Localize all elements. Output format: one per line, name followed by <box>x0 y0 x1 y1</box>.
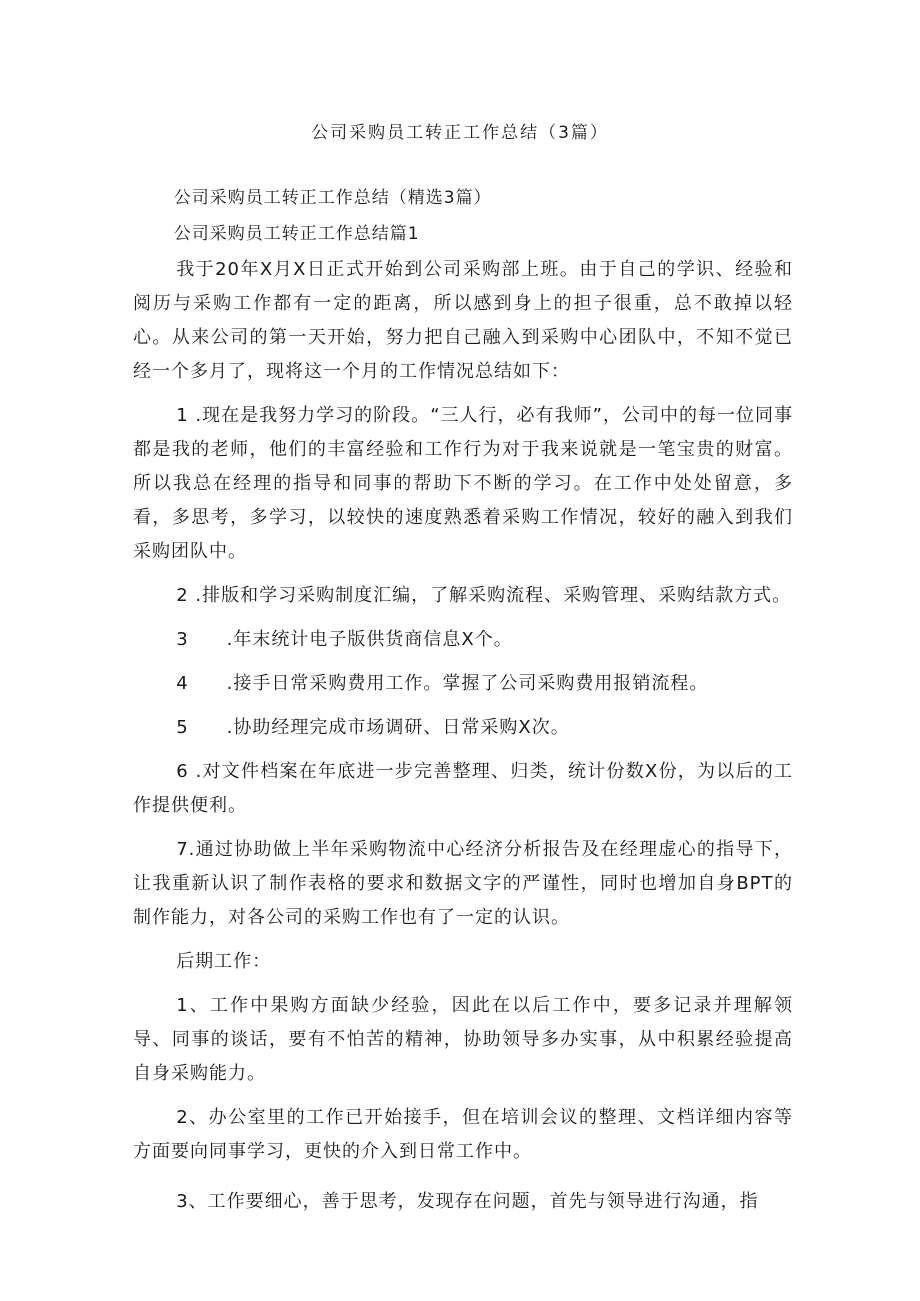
document-body <box>133 181 793 1229</box>
item-paragraph: 2 .排版和学习采购制度汇编，了解采购流程、采购管理、采购结款方式。 <box>176 585 792 606</box>
item-paragraph: 7.通过协助做上半年采购物流中心经济分析报告及在经理虚心的指导下，让我重新认识了制作表格的要求和数据文字的严谨性，同时也增加自身BPT的制作能力，对各公司的采购工作也有了一定的认识。 <box>133 839 793 928</box>
item-paragraph: 5 .协助经理完成市场调研、日常采购X次。 <box>176 717 570 738</box>
item-paragraph: 4 .接手日常采购费用工作。掌握了公司采购费用报销流程。 <box>176 673 709 694</box>
later-work-item: 3、工作要细心，善于思考，发现存在问题，首先与领导进行沟通，指 <box>176 1191 759 1212</box>
document-title: 公司采购员工转正工作总结（3篇） <box>311 123 609 143</box>
later-work-item: 1、工作中果购方面缺少经验，因此在以后工作中，要多记录并理解领导、同事的谈话，要有不怕苦的精神，协助领导多办实事，从中积累经验提高自身采购能力。 <box>133 995 793 1084</box>
later-work-heading: 后期工作： <box>176 951 272 972</box>
item-paragraph: 1 .现在是我努力学习的阶段。“三人行，必有我师”，公司中的每一位同事都是我的老师，他们的丰富经验和工作行为对于我来说就是一笔宝贵的财富。所以我总在经理的指导和同事的帮助下不断的学习。在工作中处处留意，多看，多思考，多学习，以较快的速度熟悉着采购工作情况，较好的融入到我们采购团队中。 <box>133 405 793 562</box>
item-paragraph: 3 .年末统计电子版供货商信息X个。 <box>176 629 513 650</box>
subtitle-paragraph: 公司采购员工转正工作总结（精选3篇） <box>173 188 492 208</box>
item-paragraph: 6 .对文件档案在年底进一步完善整理、归类，统计份数X份，为以后的工作提供便利。 <box>133 761 793 816</box>
intro-paragraph: 我于20年X月X日正式开始到公司采购部上班。由于自己的学识、经验和阅历与采购工作都有一定的距离，所以感到身上的担子很重，总不敢掉以轻心。从来公司的第一天开始，努力把自己融入到采购中心团队中，不知不觉已经一个多月了，现将这一个月的工作情况总结如下： <box>133 259 793 382</box>
section-heading: 公司采购员工转正工作总结篇1 <box>173 224 420 244</box>
later-work-item: 2、办公室里的工作已开始接手，但在培训会议的整理、文档详细内容等方面要向同事学习，更快的介入到日常工作中。 <box>133 1107 793 1162</box>
